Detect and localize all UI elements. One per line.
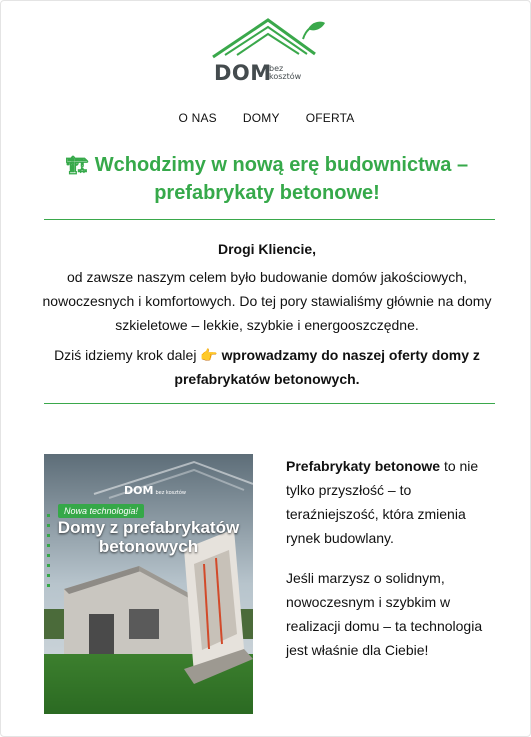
crane-icon: 🏗 [65, 155, 89, 175]
nav-item-oferta[interactable]: OFERTA [305, 111, 355, 125]
headline [41, 151, 493, 207]
side-paragraph-2: Jeśli marzysz o solidnym, nowoczesnym i szybkim w realizacji domu – ta technologia jest właśnie dla Ciebie! [286, 570, 483, 658]
intro-paragraph: od zawsze naszym celem było budowanie domów jakościowych, nowoczesnych i komfortowych. Do tej pory stawialiśmy głównie na domy szkieletowe – lekkie, szybkie i energooszczędne. [42, 269, 492, 333]
announcement-bold: wprowadzamy do naszej oferty domy z prefabrykatów betonowych. [174, 347, 480, 387]
divider-bottom [44, 403, 495, 404]
logo-wordmark: DOM [214, 61, 272, 85]
promo-image[interactable] [44, 454, 253, 714]
announcement-paragraph: Dziś idziemy krok dalej 👉 wprowadzamy do naszej oferty domy z prefabrykatów betonowych. [54, 347, 480, 387]
pointing-hand-icon: 👉 [200, 347, 218, 363]
top-navigation [1, 111, 531, 125]
headline-text: Wchodzimy w nową erę budownictwa – prefabrykaty betonowe! [94, 154, 469, 204]
nav-item-o-nas[interactable]: O NAS [178, 111, 217, 125]
divider-top [44, 219, 495, 220]
logo[interactable] [211, 17, 326, 91]
side-paragraph-1: Prefabrykaty betonowe to nie tylko przyszłość – to teraźniejszość, która zmienia rynek budowlany. [286, 458, 479, 546]
promo-title: Domy z prefabrykatów betonowych [57, 518, 240, 556]
new-technology-badge: Nowa technologia! [58, 504, 144, 518]
logo-tagline: bez kosztów [269, 64, 302, 81]
nav-item-domy[interactable]: DOMY [242, 111, 280, 125]
greeting: Drogi Kliencie, [217, 241, 317, 257]
house-roof-icon [211, 17, 326, 61]
promo-logo: DOM bez kosztów [124, 484, 187, 497]
